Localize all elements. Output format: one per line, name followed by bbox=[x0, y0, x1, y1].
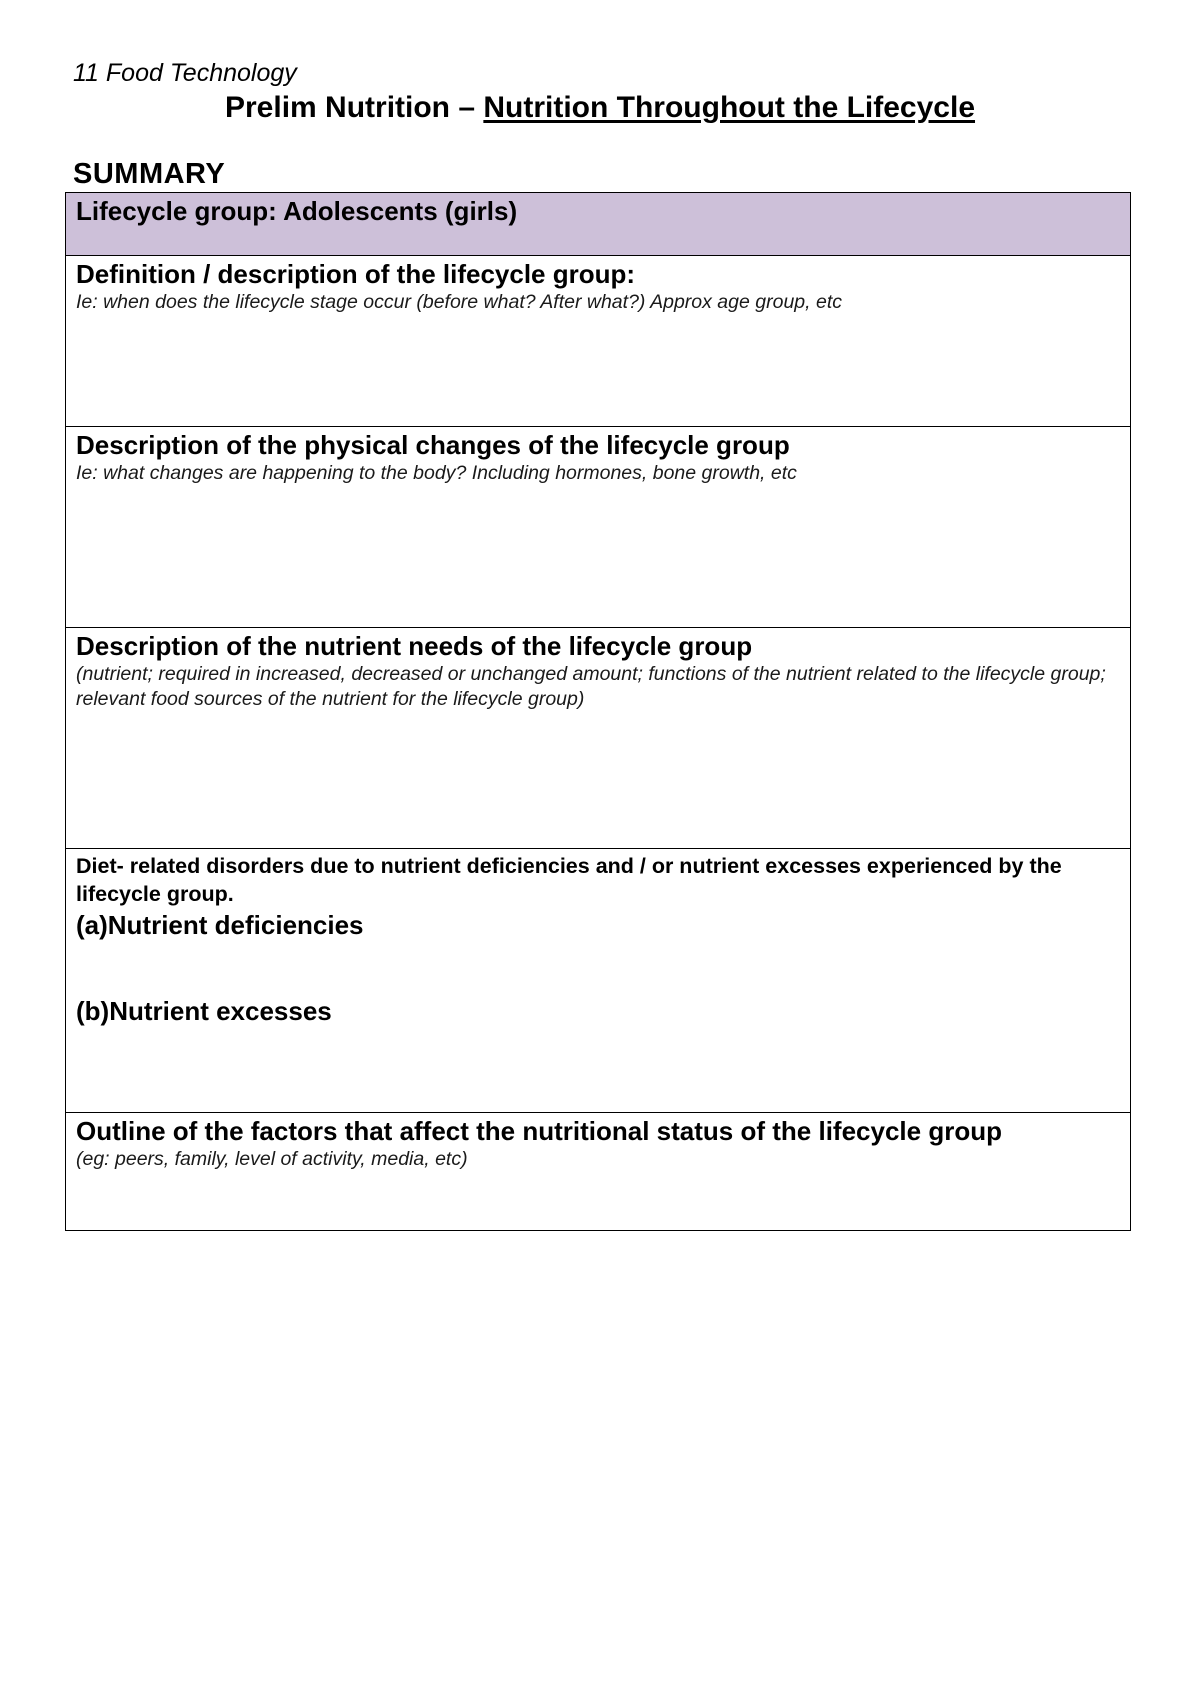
summary-heading: SUMMARY bbox=[73, 158, 226, 190]
physical-changes-hint: Ie: what changes are happening to the body? Including hormones, bone growth, etc bbox=[76, 462, 797, 484]
nutrient-needs-row[interactable] bbox=[66, 628, 1130, 849]
diet-disorders-intro: Diet- related disorders due to nutrient deficiencies and / or nutrient excesses experienced by the lifecycle group. bbox=[76, 854, 1062, 906]
physical-changes-row[interactable] bbox=[66, 427, 1130, 628]
lifecycle-group-row bbox=[66, 193, 1130, 256]
summary-table bbox=[65, 192, 1131, 1231]
document-title bbox=[0, 90, 1200, 126]
nutritional-factors-hint: (eg: peers, family, level of activity, media, etc) bbox=[76, 1148, 468, 1170]
nutrient-needs-hint: (nutrient; required in increased, decreased or unchanged amount; functions of the nutrient related to the lifecycle group; relevant food sources of the nutrient for the lifecycle group) bbox=[76, 663, 1106, 710]
nutrient-needs-title: Description of the nutrient needs of the lifecycle group bbox=[76, 631, 753, 661]
definition-title: Definition / description of the lifecycle group: bbox=[76, 259, 636, 289]
nutritional-factors-row[interactable] bbox=[66, 1113, 1130, 1230]
definition-hint: Ie: when does the lifecycle stage occur (before what? After what?) Approx age group, etc bbox=[76, 291, 842, 313]
document-title-prefix: Prelim Nutrition – bbox=[224, 91, 484, 124]
definition-row[interactable] bbox=[66, 256, 1130, 427]
nutrient-excesses-heading: (b)Nutrient excesses bbox=[76, 996, 332, 1026]
diet-disorders-row[interactable] bbox=[66, 849, 1130, 1113]
lifecycle-group-title: Lifecycle group: Adolescents (girls) bbox=[76, 196, 518, 226]
course-label: 11 Food Technology bbox=[73, 59, 297, 87]
nutrient-deficiencies-heading: (a)Nutrient deficiencies bbox=[76, 910, 364, 940]
document-title-underlined: Nutrition Throughout the Lifecycle bbox=[483, 91, 976, 124]
nutritional-factors-title: Outline of the factors that affect the nutritional status of the lifecycle group bbox=[76, 1116, 1002, 1146]
physical-changes-title: Description of the physical changes of the lifecycle group bbox=[76, 430, 790, 460]
